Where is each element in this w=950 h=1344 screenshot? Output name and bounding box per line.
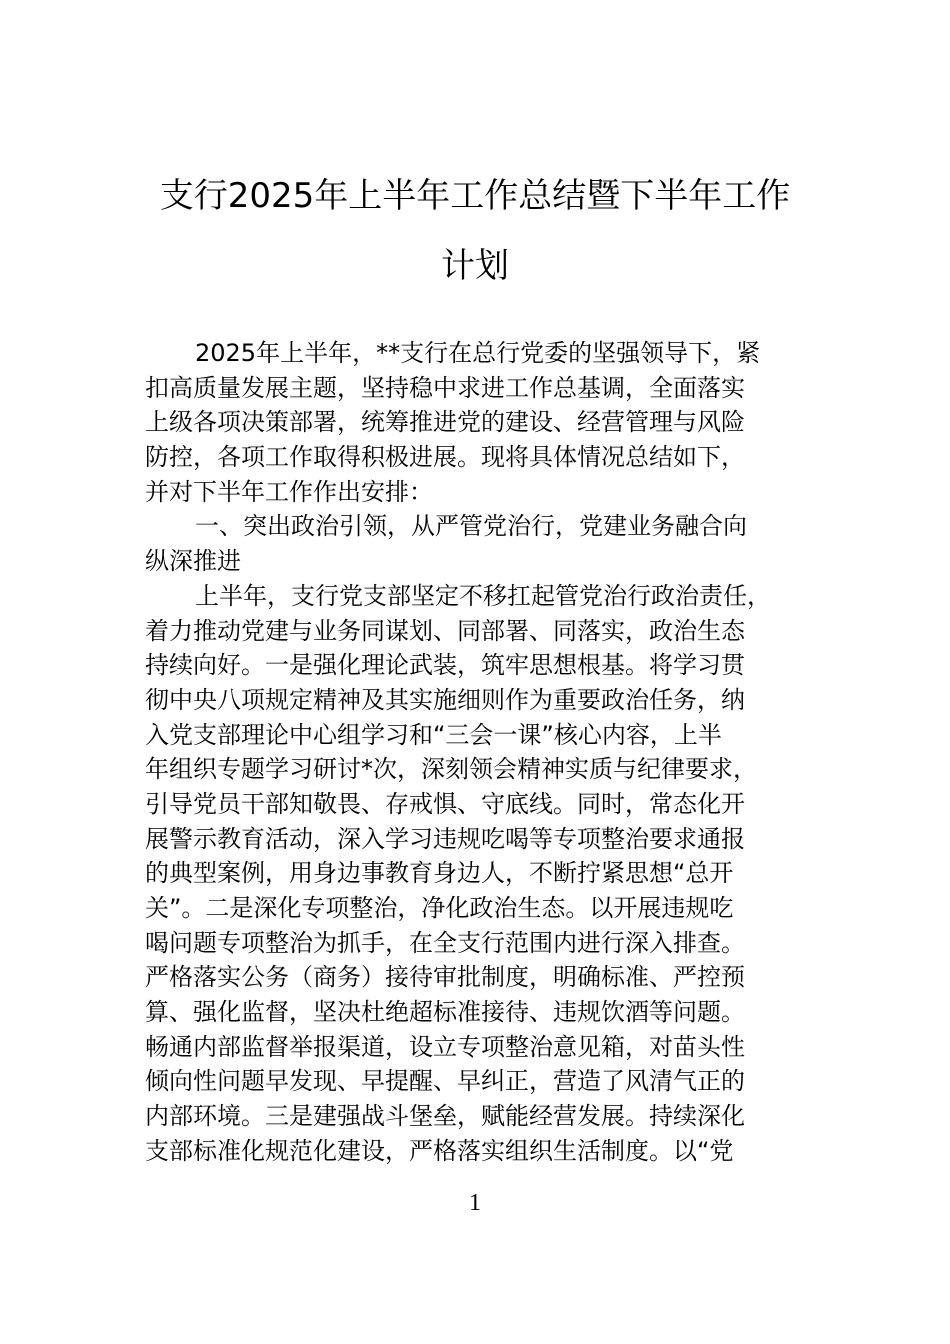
paragraph-body-line: 持续向好。一是强化理论武装，筑牢思想根基。将学习贯 (145, 651, 745, 680)
paragraph-body-line: 年组织专题学习研讨*次，深刻领会精神实质与纪律要求， (145, 755, 757, 784)
paragraph-body-line: 喝问题专项整治为抓手，在全支行范围内进行深入排查。 (145, 928, 745, 957)
paragraph-body-line: 支部标准化规范化建设，严格落实组织生活制度。以“党 (145, 1136, 734, 1165)
paragraph-body-line: 算、强化监督，坚决杜绝超标准接待、违规饮酒等问题。 (145, 998, 745, 1027)
paragraph-body-line: 入党支部理论中心组学习和“三会一课”核心内容，上半 (145, 720, 722, 749)
document-title-line-1: 支行2025年上半年工作总结暨下半年工作 (159, 176, 791, 216)
paragraph-intro-line: 2025年上半年，**支行在总行党委的坚强领导下，紧 (195, 339, 761, 367)
paragraph-intro-line: 上级各项决策部署，统筹推进党的建设、经营管理与风险 (145, 408, 745, 437)
paragraph-body-line: 内部环境。三是建强战斗堡垒，赋能经营发展。持续深化 (145, 1102, 745, 1131)
paragraph-body-line: 彻中央八项规定精神及其实施细则作为重要政治任务，纳 (145, 685, 745, 714)
paragraph-intro-line: 防控，各项工作取得积极进展。现将具体情况总结如下， (145, 443, 745, 472)
paragraph-body-line: 引导党员干部知敬畏、存戒惧、守底线。同时，常态化开 (145, 789, 745, 818)
paragraph-body-line: 的典型案例，用身边事教育身边人，不断拧紧思想“总开 (145, 859, 734, 888)
paragraph-body-line: 展警示教育活动，深入学习违规吃喝等专项整治要求通报 (145, 824, 745, 853)
paragraph-intro-line: 并对下半年工作作出安排： (145, 477, 433, 506)
paragraph-intro-line: 扣高质量发展主题，坚持稳中求进工作总基调，全面落实 (145, 373, 745, 402)
paragraph-body-line: 严格落实公务（商务）接待审批制度，明确标准、严控预 (145, 963, 745, 992)
section-heading-line: 纵深推进 (145, 547, 241, 576)
paragraph-body-line: 倾向性问题早发现、早提醒、早纠正，营造了风清气正的 (145, 1067, 745, 1096)
document-title-line-2: 计划 (441, 246, 509, 286)
paragraph-body-line: 畅通内部监督举报渠道，设立专项整治意见箱，对苗头性 (145, 1032, 745, 1061)
document-body (145, 336, 825, 1169)
paragraph-body-line: 关”。二是深化专项整治，净化政治生态。以开展违规吃 (145, 894, 734, 922)
section-heading-line: 一、突出政治引领，从严管党治行，党建业务融合向 (195, 512, 747, 541)
page-number: 1 (469, 1190, 481, 1216)
paragraph-body-line: 上半年，支行党支部坚定不移扛起管党治行政治责任， (195, 581, 771, 610)
paragraph-body-line: 着力推动党建与业务同谋划、同部署、同落实，政治生态 (145, 616, 745, 645)
